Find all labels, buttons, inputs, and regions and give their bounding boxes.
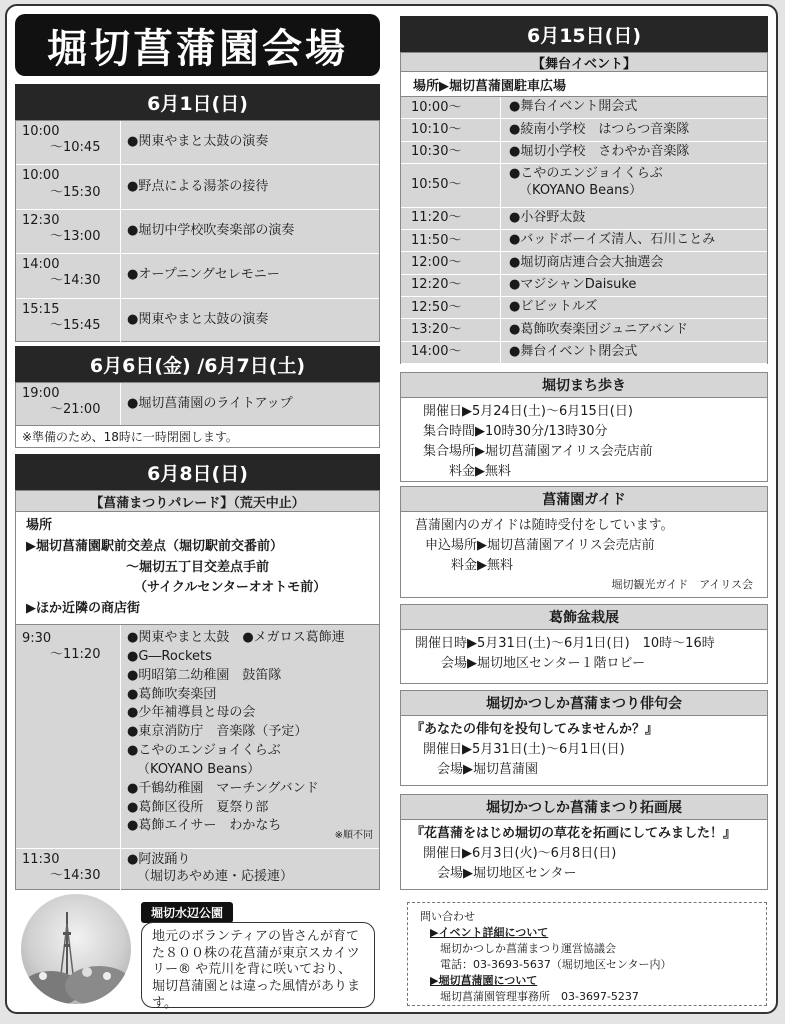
awa-line-1: ●阿波踊り [127,852,191,867]
day1-time-end: ～15:30 [50,184,101,200]
bonsai-line-2: 会場▶堀切地区センター１階ロビー [441,656,645,672]
stage-event [501,208,767,229]
parade-participant: ●明昭第二幼稚園 鼓笛隊 [127,667,282,683]
day6-header: 6月6日(金) /6月7日(土) [15,346,380,382]
stage-row [401,142,767,164]
day1-time-start: 10:00 [22,168,60,184]
stage-time: 13:20～ [401,319,501,340]
stage-event [501,119,767,140]
awa-time [16,849,121,891]
guide-body [401,512,767,597]
parade-time [16,625,121,848]
contact-event-tel: 電話：03-3693-5637（堀切地区センター内） [440,957,672,971]
stage-subheader: 【舞台イベント】 [400,52,768,72]
awa-event [121,849,379,891]
day1-row [16,121,379,165]
guide-header: 菖蒲園ガイド [401,487,767,512]
parade-participant: （KOYANO Beans） [137,761,261,777]
day1-time [16,121,121,164]
day1-row [16,254,379,298]
day6-note: ※準備のため、18時に一時閉園します。 [15,426,380,448]
poster-frame [5,4,778,1014]
stage-event [501,275,767,296]
awa-row [16,849,379,891]
stage-event-text: ●舞台イベント開会式 [509,99,638,115]
haiku-line-2: 会場▶堀切菖蒲園 [437,762,538,778]
stage-event [501,142,767,163]
day1-time-start: 12:30 [22,212,60,228]
stage-time: 10:00～ [401,97,501,118]
parade-route-line-4: ▶ほか近隣の商店街 [26,601,140,617]
contact-title: 問い合わせ [420,910,475,923]
bonsai-line-1: 開催日時▶5月31日(土)～6月1日(日) 10時～16時 [415,636,715,651]
walk-box [400,372,768,482]
stage-event-text: ●こやのエンジョイくらぶ [509,165,663,181]
day1-event: ●堀切中学校吹奏楽部の演奏 [127,223,295,239]
rubbing-body [401,820,767,888]
haiku-line-1: 開催日▶5月31日(土)～6月1日(日) [423,742,625,758]
day1-time-end: ～14:30 [50,273,101,289]
day8-header: 6月8日(日) [15,454,380,490]
stage-row [401,164,767,208]
day6-event: ●堀切菖蒲園のライトアップ [127,395,293,411]
stage-time: 12:00～ [401,252,501,273]
awa-time-end: ～14:30 [50,868,101,884]
stage-row [401,208,767,230]
parade-participant: ●葛飾エイサー わかなち [127,818,282,834]
stage-event [501,252,767,273]
stage-event [501,230,767,251]
haiku-body [401,716,767,784]
day1-time-start: 15:15 [22,301,60,317]
stage-schedule [400,96,768,364]
stage-event-text: ●堀切商店連合会大抽選会 [509,254,664,270]
stage-row [401,275,767,297]
rubbing-box [400,794,768,890]
walk-line-1: 開催日▶5月24日(土)～6月15日(日) [423,404,633,419]
stage-row [401,230,767,252]
rubbing-line-1: 開催日▶6月3日(火)～6月8日(日) [423,846,617,862]
parade-route-line-3: （サイクルセンターオオトモ前） [134,580,327,596]
guide-box [400,486,768,598]
stage-row [401,97,767,119]
parade-participant: ●葛飾区役所 夏祭り部 [127,799,269,815]
walk-header: 堀切まち歩き [401,373,767,398]
day15-header: 6月15日(日) [400,16,768,52]
rubbing-header: 堀切かつしか菖蒲まつり拓画展 [401,795,767,820]
order-note: ※順不同 [334,830,373,841]
day1-time-end: ～10:45 [50,140,101,156]
day6-time [16,383,121,425]
parade-participant: ●千鶴幼稚園 マーチングバンド [127,780,319,796]
walk-line-4: 料金▶無料 [449,464,511,480]
guide-line-1: 菖蒲園内のガイドは随時受付をしています。 [415,518,674,533]
day6-time-start: 19:00 [22,386,60,401]
day1-time-end: ～15:45 [50,317,101,333]
stage-event [501,297,767,318]
stage-row [401,119,767,141]
stage-row [401,252,767,274]
stage-time: 11:50～ [401,230,501,251]
day1-event: ●野点による湯茶の接待 [127,178,269,194]
stage-time: 12:50～ [401,297,501,318]
stage-time: 10:10～ [401,119,501,140]
day1-row [16,165,379,209]
stage-event [501,164,767,207]
day1-time [16,254,121,297]
parade-time-end: ～11:20 [50,647,101,663]
awa-line-2: （堀切あやめ連・応援連） [137,868,294,884]
day6-row [16,383,379,425]
awa-time-start: 11:30 [22,852,60,867]
parade-participant: ●東京消防庁 音楽隊（予定） [127,724,308,740]
stage-event-text: ●ビビットルズ [509,299,598,315]
parade-participant: ●関東やまと太鼓 ●メガロス葛飾連 [127,630,345,645]
bonsai-body [401,630,767,678]
bonsai-box [400,604,768,684]
guide-line-2: 申込場所▶堀切菖蒲園アイリス会売店前 [425,538,655,554]
walk-body [401,398,767,487]
rubbing-line-2: 会場▶堀切地区センター [437,866,577,882]
parade-place-label: 場所 [26,518,53,533]
parade-route-line-1: ▶堀切菖蒲園駅前交差点（堀切駅前交番前） [26,538,283,554]
stage-row [401,342,767,364]
day1-row [16,210,379,254]
stage-event [501,319,767,340]
day6-time-end: ～21:00 [50,402,101,418]
stage-event [501,342,767,363]
parade-participants [121,625,379,848]
contact-event-org: 堀切かつしか菖蒲まつり運営協議会 [440,941,616,955]
walk-line-2: 集合時間▶10時30分/13時30分 [423,424,608,440]
stage-event-text: ●堀切小学校 さわやか音楽隊 [509,143,690,159]
day1-time-start: 14:00 [22,257,60,273]
stage-time: 12:20～ [401,275,501,296]
skytree-illustration [21,894,131,1004]
parade-subheader: 【菖蒲まつりパレード】（荒天中止） [15,490,380,512]
day8-schedule [15,624,380,890]
day1-time [16,299,121,343]
guide-credit: 堀切観光ガイド アイリス会 [611,578,753,592]
day1-event: ●関東やまと太鼓の演奏 [127,134,269,150]
contact-event-label: ▶イベント詳細について [430,925,549,939]
park-description: 地元のボランティアの皆さんが育てた８００株の花菖蒲が東京スカイツリー® や荒川を背に咲いており、堀切菖蒲園とは違った風情があります。 [141,922,375,1008]
stage-event-text: ●舞台イベント閉会式 [509,343,638,359]
stage-event-text: ●葛飾吹奏楽団ジュニアバンド [509,321,689,337]
day1-time-end: ～13:00 [50,229,101,245]
parade-participant: ●少年補導員と母の会 [127,705,256,721]
day1-event: ●関東やまと太鼓の演奏 [127,312,269,328]
stage-row [401,319,767,341]
contact-park-line: 堀切菖蒲園管理事務所 03-3697-5237 [440,989,639,1003]
park-label: 堀切水辺公園 [141,902,233,923]
stage-event [501,97,767,118]
haiku-box [400,690,768,786]
haiku-header: 堀切かつしか菖蒲まつり俳句会 [401,691,767,716]
stage-row [401,297,767,319]
guide-line-3: 料金▶無料 [451,558,513,574]
park-photo [21,894,131,1004]
day6-schedule [15,382,380,426]
stage-place: 場所▶堀切菖蒲園駐車広場 [400,72,768,96]
parade-route [15,512,380,624]
rubbing-lead: 『花菖蒲をはじめ堀切の草花を拓画にしてみました！』 [411,826,737,841]
parade-time-start: 9:30 [22,631,52,646]
stage-event-text: ●小谷野太鼓 [509,210,586,226]
day1-time [16,165,121,208]
day1-time-start: 10:00 [22,124,60,139]
parade-route-line-2: ～堀切五丁目交差点手前 [126,559,270,575]
day1-schedule [15,120,380,342]
haiku-lead: 『あなたの俳句を投句してみませんか？』 [411,722,659,737]
stage-time: 10:30～ [401,142,501,163]
page-title: 堀切菖蒲園会場 [15,14,380,76]
parade-participant: ●こやのエンジョイくらぶ [127,743,281,759]
stage-event-text: ●バッドボーイズ清人、石川ことみ [509,232,716,248]
contact-park-label: ▶堀切菖蒲園について [430,973,538,987]
parade-row [16,625,379,849]
contact-box [407,902,767,1006]
stage-event-text: ●綾南小学校 はつらつ音楽隊 [509,121,690,137]
stage-event-text: ●マジシャンDaisuke [509,276,637,292]
parade-participant: ●G―Rockets [127,648,212,664]
day1-time [16,210,121,253]
day1-event: ●オープニングセレモニー [127,267,280,283]
stage-event-subtext: （KOYANO Beans） [519,182,643,198]
day1-row [16,299,379,343]
walk-line-3: 集合場所▶堀切菖蒲園アイリス会売店前 [423,444,653,460]
parade-participant: ●葛飾吹奏楽団 [127,686,217,702]
stage-time: 10:50～ [401,164,501,207]
stage-time: 14:00～ [401,342,501,363]
stage-time: 11:20～ [401,208,501,229]
bonsai-header: 葛飾盆栽展 [401,605,767,630]
day1-header: 6月1日(日) [15,84,380,120]
